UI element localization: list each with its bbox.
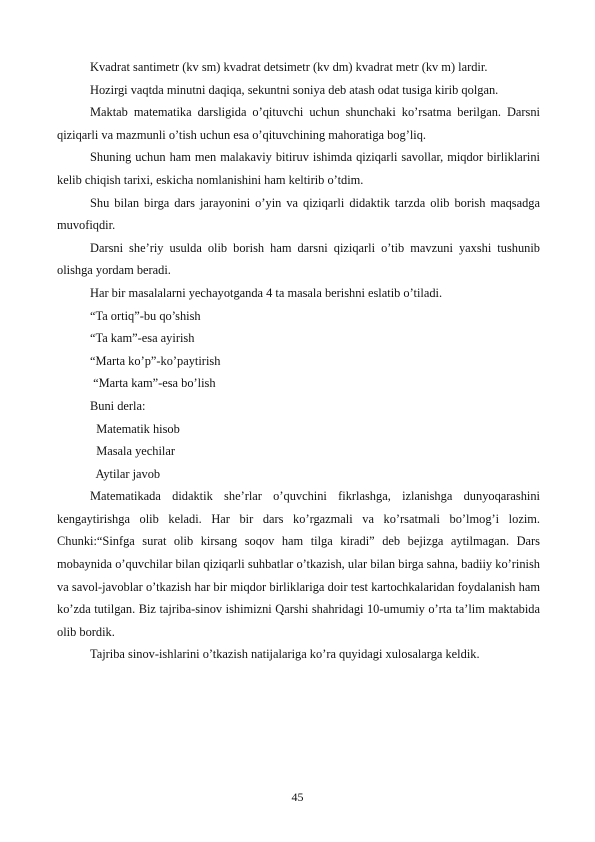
step-answer: Aytilar javob bbox=[90, 466, 161, 481]
operation-addition: “Ta ortiq”-bu qo’shish bbox=[90, 308, 201, 323]
page-number: 45 bbox=[291, 790, 304, 804]
paragraph-four-problems: Har bir masalalarni yechayotganda 4 ta masala berishni eslatib o’tiladi. bbox=[90, 285, 443, 300]
paragraph-poetic-method: Darsni she’riy usulda olib borish ham darsni qiziqarli o’tib mavzuni yaxshi tushunib olishga yordam beradi. bbox=[57, 240, 540, 278]
paragraph-time-units: Hozirgi vaqtda minutni daqiqa, sekuntni soniya deb atash odat tusiga kirib qolgan. bbox=[90, 82, 499, 97]
operation-division: “Marta kam”-esa bo’lish bbox=[90, 376, 216, 391]
page-body bbox=[57, 56, 540, 666]
step-calculation: Matematik hisob bbox=[90, 421, 180, 436]
paragraph-experiment-results: Tajriba sinov-ishlarini o’tkazish natijalariga ko’ra quyidagi xulosalarga keldik. bbox=[90, 647, 480, 662]
paragraph-textbook: Maktab matematika darsligida o’qituvchi uchun shunchaki ko’rsatma berilgan. Darsni qiziqarli va mazmunli o’tish uchun esa o’qituvchining mahoratiga bog’liq. bbox=[57, 105, 540, 142]
operation-subtraction: “Ta kam”-esa ayirish bbox=[90, 331, 195, 346]
paragraph-game-method: Shu bilan birga dars jarayonini o’yin va qiziqarli didaktik tarzda olib borish maqsadga muvofiqdir. bbox=[57, 195, 540, 233]
intro-line: Buni derla: bbox=[90, 398, 146, 413]
operation-multiplication: “Marta ko’p”-ko’paytirish bbox=[90, 353, 221, 368]
paragraph-thesis-content: Shuning uchun ham men malakaviy bitiruv ishimda qiziqarli savollar, miqdor birliklarini kelib chiqish tarixi, eskicha nomlanishini ham keltirib o’tdim. bbox=[57, 150, 540, 187]
paragraph-area-units: Kvadrat santimetr (kv sm) kvadrat detsimetr (kv dm) kvadrat metr (kv m) lardir. bbox=[90, 60, 488, 74]
paragraph-didactic-poems: Matematikada didaktik she’rlar o’quvchini fikrlashga, izlanishga dunyoqarashini kengaytirishga olib keladi. Har bir dars ko’rgazmali va ko’rsatmali bo’lmog’i lozim. Chunki:“Sinfga surat olib kirsang soqov ham tilga kiradi” deb bejizga aytilmagan. Dars mobaynida o’quvchilar bilan qiziqarli suhbatlar o’tkazish, ular bilan birga sahna, badiiy ko’rinish va savol-javoblar o’tkazish har bir miqdor birliklariga doir test kartochkalaridan foydalanish ham ko’zda tutilgan. Biz tajriba-sinov ishimizni Qarshi shahridagi 10-umumiy o’rta ta’lim maktabida olib bordik. bbox=[57, 489, 540, 639]
step-solve: Masala yechilar bbox=[90, 444, 175, 459]
